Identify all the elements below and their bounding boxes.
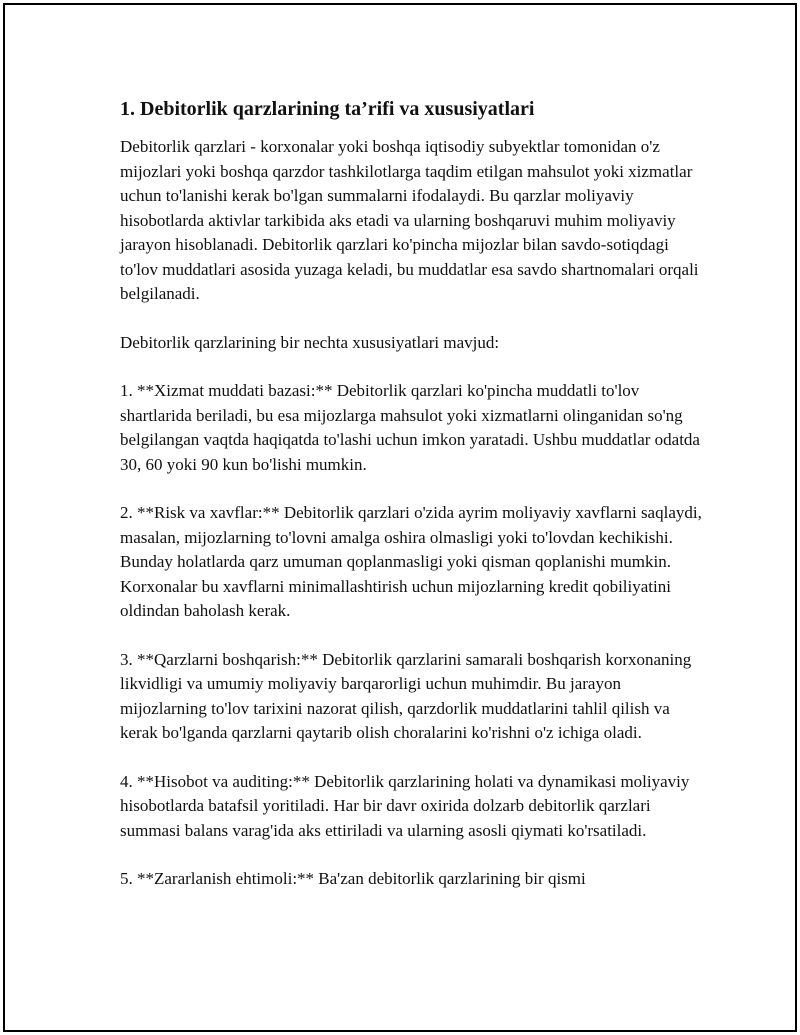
features-lead-paragraph: Debitorlik qarzlarining bir nechta xususiyatlari mavjud:: [120, 332, 500, 352]
feature-paragraph-2: 2. **Risk va xavflar:** Debitorlik qarzlari o'zida ayrim moliyaviy xavflarni saqlaydi, masalan, mijozlarning to'lovni amalga oshira olmasligi yoki to'lovdan kechikishi. Bunday holatlarda qarz umuman qoplanmasligi yoki qisman qoplanishi mumkin. Korxonalar bu xavflarni minimallashtirish uchun mijozlarning kredit qobiliyatini oldindan baholash kerak.: [120, 503, 702, 620]
section-heading: 1. Debitorlik qarzlarining ta’rifi va xususiyatlari: [120, 98, 535, 120]
document-body: [120, 95, 705, 916]
feature-paragraph-1: 1. **Xizmat muddati bazasi:** Debitorlik qarzlari ko'pincha muddatli to'lov shartlarida beriladi, bu esa mijozlarga mahsulot yoki xizmatlarni olinganidan so'ng belgilangan vaqtda haqiqatda to'lashi uchun imkon yaratadi. Ushbu muddatlar odatda 30, 60 yoki 90 kun bo'lishi mumkin.: [120, 381, 700, 474]
feature-paragraph-4: 4. **Hisobot va auditing:** Debitorlik qarzlarining holati va dynamikasi moliyaviy hisobotlarda batafsil yoritiladi. Har bir davr oxirida dolzarb debitorlik qarzlari summasi balans varag'ida aks ettiriladi va ularning asosli qiymati ko'rsatiladi.: [120, 771, 690, 840]
feature-paragraph-3: 3. **Qarzlarni boshqarish:** Debitorlik qarzlarini samarali boshqarish korxonaning likvidligi va umumiy moliyaviy barqarorligi uchun muhimdir. Bu jarayon mijozlarning to'lov tarixini nazorat qilish, qarzdorlik muddatlarini tahlil qilish va kerak bo'lganda qarzlarni qaytarib olish choralarini ko'rishni o'z ichiga oladi.: [120, 649, 692, 742]
feature-paragraph-5: 5. **Zararlanish ehtimoli:** Ba'zan debitorlik qarzlarining bir qismi: [120, 869, 586, 888]
intro-paragraph: Debitorlik qarzlari - korxonalar yoki boshqa iqtisodiy subyektlar tomonidan o'z mijozlari yoki boshqa qarzdor tashkilotlarga taqdim etilgan mahsulot yoki xizmatlar uchun to'lanishi kerak bo'lgan summalarni ifodalaydi. Bu qarzlar moliyaviy hisobotlarda aktivlar tarkibida aks etadi va ularning boshqaruvi muhim moliyaviy jarayon hisoblanadi. Debitorlik qarzlari ko'pincha mijozlar bilan savdo-sotiqdagi to'lov muddatlari asosida yuzaga keladi, bu muddatlar esa savdo shartnomalari orqali belgilanadi.: [120, 137, 699, 303]
page-frame: [3, 3, 797, 1032]
